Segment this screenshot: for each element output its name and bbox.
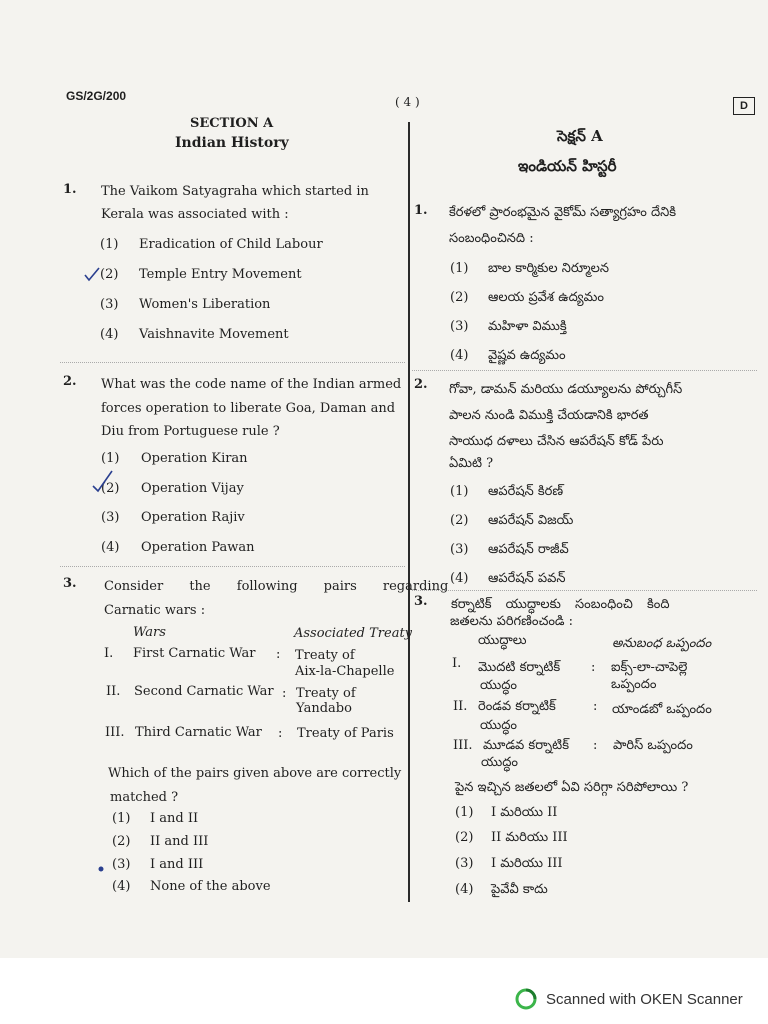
q2-option-text-en: Operation Pawan [141, 540, 255, 555]
q2-option-number-en: (2) [101, 481, 120, 496]
separator-line [412, 370, 757, 371]
q3-pair-number-te: II. [453, 699, 468, 714]
q3-pair-treaty-en: Aix-la-Chapelle [295, 664, 395, 679]
q3-pair-treaty-te: యాండబో ఒప్పందం [612, 702, 712, 717]
q1-option-text-en: Eradication of Child Labour [139, 237, 323, 252]
q3-option-number-te: (4) [455, 882, 474, 897]
q2-stem-en-line3: Diu from Portuguese rule ? [101, 424, 280, 439]
q2-option-number-en: (1) [101, 451, 120, 466]
q3-pair-number-en: I. [104, 646, 114, 661]
q3-number-en: 3. [63, 576, 77, 591]
q2-option-text-en: Operation Vijay [141, 481, 244, 496]
q3-col-header-wars-te: యుద్ధాలు [478, 633, 527, 648]
q2-option-number-te: (4) [450, 571, 469, 586]
q3-question-te: పైన ఇచ్చిన జతలలో ఏవి సరిగ్గా సరిపోలాయి ? [455, 780, 689, 795]
q3-pair-war-en: Second Carnatic War [134, 684, 274, 699]
pen-mark-icon [96, 864, 106, 874]
scanner-watermark-text: Scanned with OKEN Scanner [546, 990, 743, 1008]
section-subject-te: ఇండియన్ హిస్టరీ [518, 157, 617, 175]
q3-option-text-te: II మరియు III [491, 830, 568, 845]
separator-line [60, 566, 405, 567]
q1-stem-en-line2: Kerala was associated with : [101, 207, 289, 222]
q3-pair-treaty-en: Treaty of Paris [297, 726, 394, 741]
q1-option-number-te: (2) [450, 290, 469, 305]
q3-pair-number-en: III. [105, 725, 125, 740]
q3-pair-number-en: II. [106, 684, 121, 699]
q2-option-text-te: ఆపరేషన్ పవన్ [488, 571, 566, 586]
q1-option-text-te: మహిళా విముక్తి [488, 319, 567, 334]
q3-pair-sep-en: : [276, 647, 281, 662]
q3-pair-sep-te: : [591, 660, 596, 675]
q3-pair-treaty-te: ఒప్పందం [611, 677, 657, 692]
q2-stem-en-line1: What was the code name of the Indian armed [101, 377, 402, 392]
q3-pair-war-te: యుద్ధం [480, 678, 517, 693]
q2-stem-te-line2: పాలన నుండి విముక్తి చేయడానికి భారత [449, 408, 649, 423]
q3-pair-treaty-te: పారిస్ ఒప్పందం [613, 738, 693, 753]
q2-number-en: 2. [63, 374, 77, 389]
q2-option-number-te: (3) [450, 542, 469, 557]
q3-option-number-te: (1) [455, 805, 474, 820]
q3-number-te: 3. [414, 594, 428, 609]
q1-option-number-te: (1) [450, 261, 469, 276]
q3-option-text-en: I and III [150, 857, 204, 872]
q2-option-text-te: ఆపరేషన్ కిరణ్ [488, 484, 564, 499]
q3-pair-sep-en: : [278, 726, 283, 741]
set-code-box: D [733, 97, 755, 115]
q3-option-text-en: I and II [150, 811, 199, 826]
q3-pair-war-te: రెండవ కర్నాటిక్ [478, 699, 556, 714]
column-divider [408, 122, 410, 902]
q1-stem-te-line1: కేరళలో ప్రారంభమైన వైకోమ్ సత్యాగ్రహం దేనికి [449, 205, 677, 220]
q2-option-number-te: (1) [450, 484, 469, 499]
q2-stem-te-line3: సాయుధ దళాలు చేసిన ఆపరేషన్ కోడ్ పేరు [449, 434, 664, 449]
q1-option-text-te: బాల కార్మికుల నిర్మూలన [488, 261, 609, 276]
q1-option-text-te: వైష్ణవ ఉద్యమం [488, 348, 566, 363]
q1-option-text-en: Women's Liberation [139, 297, 271, 312]
q3-pair-war-te: మొదటి కర్నాటిక్ [478, 660, 561, 675]
q1-option-text-en: Temple Entry Movement [139, 267, 302, 282]
q3-option-number-te: (2) [455, 830, 474, 845]
q3-option-number-en: (1) [112, 811, 131, 826]
q1-option-number-en: (4) [100, 327, 119, 342]
q3-pair-sep-en: : [282, 686, 287, 701]
q3-option-text-en: None of the above [150, 879, 271, 894]
q3-pair-war-te: యుద్ధం [481, 755, 518, 770]
q1-option-number-te: (4) [450, 348, 469, 363]
q2-option-text-en: Operation Rajiv [141, 510, 245, 525]
q3-pair-number-te: III. [453, 738, 473, 753]
q2-stem-en-line2: forces operation to liberate Goa, Daman and [101, 401, 396, 416]
q1-stem-en-line1: The Vaikom Satyagraha which started in [101, 184, 369, 199]
section-title-te: సెక్షన్ A [557, 127, 603, 145]
q1-stem-te-line2: సంబంధించినది : [449, 231, 534, 246]
q3-pair-number-te: I. [452, 656, 462, 671]
q3-col-header-wars-en: Wars [133, 625, 166, 640]
q2-option-text-en: Operation Kiran [141, 451, 248, 466]
handwritten-tick-icon [90, 468, 116, 494]
q2-number-te: 2. [414, 377, 428, 392]
q3-pair-treaty-en: Treaty of [296, 686, 356, 701]
q3-option-number-en: (2) [112, 834, 131, 849]
q1-option-text-en: Vaishnavite Movement [139, 327, 289, 342]
q3-question-en-line2: matched ? [110, 790, 179, 805]
q3-stem-en-line1: Consider the following pairs regarding [104, 579, 449, 594]
section-title-en: SECTION A [190, 116, 274, 131]
page-number: ( 4 ) [395, 95, 420, 109]
oken-scanner-logo-icon [515, 988, 537, 1010]
q1-option-number-te: (3) [450, 319, 469, 334]
q3-option-number-en: (4) [112, 879, 131, 894]
q1-option-text-te: ఆలయ ప్రవేశ ఉద్యమం [488, 290, 604, 305]
q3-option-number-en: (3) [112, 857, 131, 872]
q3-pair-war-te: యుద్ధం [480, 718, 517, 733]
q3-pair-treaty-en: Yandabo [296, 701, 352, 716]
paper-code: GS/2G/200 [66, 89, 127, 103]
q3-pair-war-te: మూడవ కర్నాటిక్ [483, 738, 569, 753]
q2-option-text-te: ఆపరేషన్ విజయ్ [488, 513, 574, 528]
q3-pair-sep-te: : [593, 699, 598, 714]
q3-option-text-te: పైవేవీ కాదు [491, 882, 548, 897]
q2-stem-te-line4: ఏమిటి ? [449, 456, 494, 471]
q3-option-number-te: (3) [455, 856, 474, 871]
q2-option-number-en: (3) [101, 510, 120, 525]
q2-option-number-te: (2) [450, 513, 469, 528]
q3-option-text-te: I మరియు II [491, 805, 558, 820]
q1-number-te: 1. [414, 203, 428, 218]
q3-pair-sep-te: : [593, 738, 598, 753]
scanner-watermark [515, 988, 743, 1010]
q3-pair-war-en: Third Carnatic War [135, 725, 262, 740]
separator-line [412, 590, 757, 591]
separator-line [60, 362, 405, 363]
q2-option-number-en: (4) [101, 540, 120, 555]
q3-stem-te-line1: కర్నాటిక్ యుద్ధాలకు సంబంధించి కింది [451, 597, 670, 612]
handwritten-tick-icon [83, 265, 101, 283]
q1-option-number-en: (2) [100, 267, 119, 282]
q3-stem-te-line2: జతలను పరిగణించండి : [450, 614, 574, 629]
q3-option-text-en: II and III [150, 834, 209, 849]
q3-col-header-treaty-en: Associated Treaty [294, 626, 413, 641]
q2-stem-te-line1: గోవా, డామన్ మరియు డయ్యూలను పోర్చుగీస్ [449, 382, 683, 397]
q3-pair-treaty-te: ఐక్స్-లా-చాపెల్లె [611, 660, 688, 675]
section-subject-en: Indian History [175, 135, 289, 151]
q3-pair-war-en: First Carnatic War [133, 646, 256, 661]
q1-number-en: 1. [63, 182, 77, 197]
q3-option-text-te: I మరియు III [491, 856, 563, 871]
q3-question-en-line1: Which of the pairs given above are correctly [108, 766, 402, 781]
q3-pair-treaty-en: Treaty of [295, 648, 355, 663]
q3-stem-en-line2: Carnatic wars : [104, 603, 206, 618]
q1-option-number-en: (3) [100, 297, 119, 312]
q1-option-number-en: (1) [100, 237, 119, 252]
q3-col-header-treaty-te: అనుబంధ ఒప్పందం [612, 636, 712, 651]
q2-option-text-te: ఆపరేషన్ రాజీవ్ [488, 542, 569, 557]
